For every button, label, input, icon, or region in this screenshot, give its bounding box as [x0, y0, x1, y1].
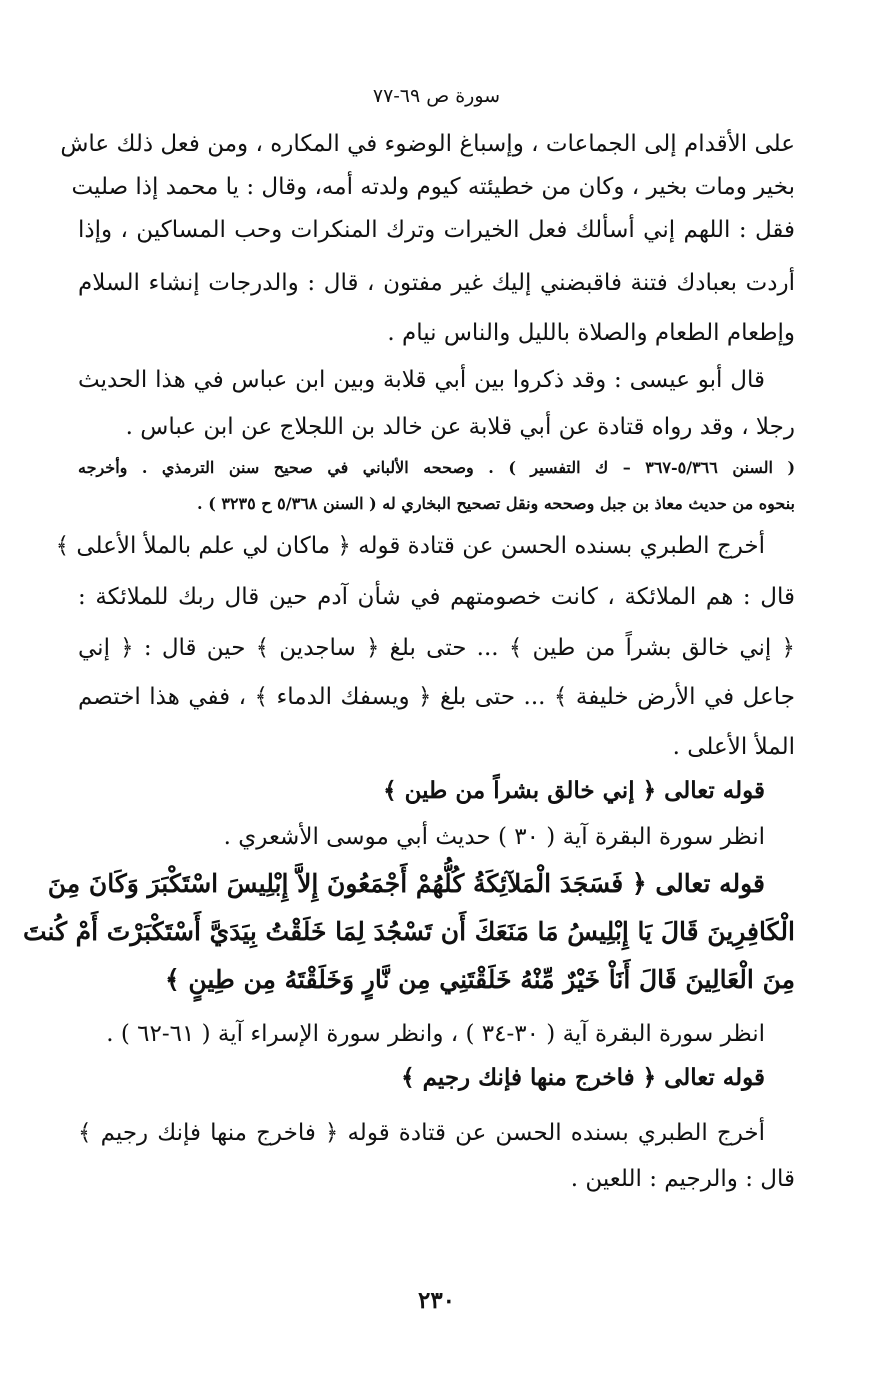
body-line: انظر سورة البقرة آية ( ٣٠ ) حديث أبي موسى الأشعري . [223, 824, 765, 850]
section-heading: قوله تعالى ﴿ إني خالق بشراً من طين ﴾ [383, 777, 765, 804]
body-line: قال : والرجيم : اللعين . [570, 1166, 795, 1192]
footnote-line: ( السنن ٥/٣٦٦-٣٦٧ – ك التفسير ) . وصححه الألباني في صحيح سنن الترمذي . وأخرجه [78, 458, 796, 477]
body-line: الملأ الأعلى . [672, 734, 795, 760]
verse-heading-line: قوله تعالى ﴿ فَسَجَدَ الْمَلآئِكَةُ كُلُّهُمْ أَجْمَعُونَ إِلاَّ إِبْلِيسَ اسْتَكْبَرَ وَكَانَ مِنَ [47, 869, 765, 898]
body-line: فقل : اللهم إني أسألك فعل الخيرات وترك المنكرات وحب المساكين ، وإذا [78, 217, 795, 243]
running-head: سورة ص ٦٩-٧٧ [372, 85, 501, 107]
body-line: رجلا ، وقد رواه قتادة عن أبي قلابة عن خالد بن اللجلاج عن ابن عباس . [125, 414, 795, 440]
verse-heading-line: مِنَ الْعَالِينَ قَالَ أَنَاْ خَيْرٌ مِّنْهُ خَلَقْتَنِي مِن نَّارٍ وَخَلَقْتَهُ مِن طِينٍ ﴾ [165, 965, 795, 994]
body-line: أخرج الطبري بسنده الحسن عن قتادة قوله ﴿ ماكان لي علم بالملأ الأعلى ﴾ [55, 533, 765, 559]
body-line: قال أبو عيسى : وقد ذكروا بين أبي قلابة وبين ابن عباس في هذا الحديث [78, 367, 765, 393]
body-line: انظر سورة البقرة آية ( ٣٠-٣٤ ) ، وانظر سورة الإسراء آية ( ٦١-٦٢ ) . [106, 1021, 765, 1047]
footnote-line: بنحوه من حديث معاذ بن جبل وصححه ونقل تصحيح البخاري له ( السنن ٥/٣٦٨ ح ٣٢٣٥ ) . [197, 494, 795, 513]
page-number: ٢٣٠ [417, 1287, 456, 1314]
body-line: ﴿ إني خالق بشراً من طين ﴾ ... حتى بلغ ﴿ ساجدين ﴾ حين قال : ﴿ إني [78, 635, 796, 661]
body-line: على الأقدام إلى الجماعات ، وإسباغ الوضوء في المكاره ، ومن فعل ذلك عاش [60, 131, 795, 157]
body-line: أخرج الطبري بسنده الحسن عن قتادة قوله ﴿ فاخرج منها فإنك رجيم ﴾ [78, 1120, 765, 1146]
document-page [22, 0, 796, 1382]
body-line: قال : هم الملائكة ، كانت خصومتهم في شأن آدم حين قال ربك للملائكة : [78, 584, 795, 610]
section-heading: قوله تعالى ﴿ فاخرج منها فإنك رجيم ﴾ [401, 1064, 765, 1091]
body-line: بخير ومات بخير ، وكان من خطيئته كيوم ولدته أمه، وقال : يا محمد إذا صليت [71, 174, 795, 200]
body-line: وإطعام الطعام والصلاة بالليل والناس نيام . [387, 320, 795, 346]
body-line: جاعل في الأرض خليفة ﴾ ... حتى بلغ ﴿ ويسفك الدماء ﴾ ، ففي هذا اختصم [78, 684, 795, 710]
body-line: أردت بعبادك فتنة فاقبضني إليك غير مفتون ، قال : والدرجات إنشاء السلام [78, 270, 795, 296]
verse-heading-line: الْكَافِرِينَ قَالَ يَا إِبْلِيسُ مَا مَنَعَكَ أَن تَسْجُدَ لِمَا خَلَقْتُ بِيَدَيَّ أَسْتَكْبَرْتَ أَمْ كُنتَ [22, 917, 795, 946]
